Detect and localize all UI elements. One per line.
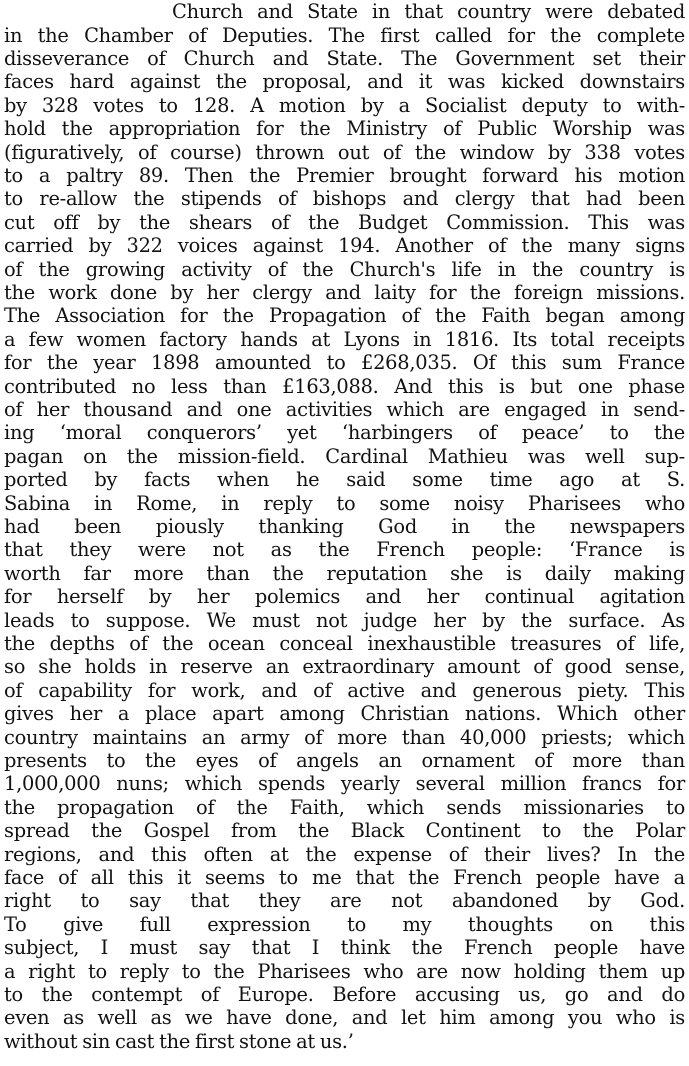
text-line: faces hard against the proposal, and it was kicked downstairs xyxy=(4,70,685,93)
text-line: disseverance of Church and State. The Government set their xyxy=(4,47,685,70)
text-line: The Association for the Propagation of the Faith began among xyxy=(4,304,685,327)
text-line: hold the appropriation for the Ministry of Public Worship was xyxy=(4,117,685,140)
text-line: for the year 1898 amounted to £268,035. Of this sum France xyxy=(4,351,685,374)
text-line: country maintains an army of more than 40,000 priests; which xyxy=(4,726,685,749)
text-line: of the growing activity of the Church's life in the country is xyxy=(4,258,685,281)
text-line: subject, I must say that I think the French people have xyxy=(4,936,685,959)
text-line: to re-allow the stipends of bishops and clergy that had been xyxy=(4,187,685,210)
text-line: cut off by the shears of the Budget Commission. This was xyxy=(4,211,685,234)
text-line: of capability for work, and of active and generous piety. This xyxy=(4,679,685,702)
text-line: so she holds in reserve an extraordinary amount of good sense, xyxy=(4,655,685,678)
text-line: pagan on the mission-field. Cardinal Mathieu was well sup- xyxy=(4,445,685,468)
text-line: Church and State in that country were debated xyxy=(172,0,685,23)
text-line: the depths of the ocean conceal inexhaustible treasures of life, xyxy=(4,632,685,655)
text-line: even as well as we have done, and let him among you who is xyxy=(4,1006,685,1029)
text-line: gives her a place apart among Christian nations. Which other xyxy=(4,702,685,725)
document-page xyxy=(4,0,685,1066)
text-line: presents to the eyes of angels an ornament of more than xyxy=(4,749,685,772)
text-line: that they were not as the French people: ‘France is xyxy=(4,538,685,561)
text-line: for herself by her polemics and her continual agitation xyxy=(4,585,685,608)
text-line: right to say that they are not abandoned by God. xyxy=(4,889,685,912)
text-line: in the Chamber of Deputies. The first called for the complete xyxy=(4,24,685,47)
text-line: the propagation of the Faith, which sends missionaries to xyxy=(4,796,685,819)
text-line: spread the Gospel from the Black Continent to the Polar xyxy=(4,819,685,842)
text-line: worth far more than the reputation she is daily making xyxy=(4,562,685,585)
text-line: of her thousand and one activities which are engaged in send- xyxy=(4,398,685,421)
text-line: (figuratively, of course) thrown out of the window by 338 votes xyxy=(4,141,685,164)
text-line: To give full expression to my thoughts on this xyxy=(4,913,685,936)
text-line: ported by facts when he said some time ago at S. xyxy=(4,468,685,491)
text-line: face of all this it seems to me that the French people have a xyxy=(4,866,685,889)
text-line: leads to suppose. We must not judge her by the surface. As xyxy=(4,609,685,632)
text-line: to the contempt of Europe. Before accusing us, go and do xyxy=(4,983,685,1006)
text-line: without sin cast the first stone at us.’ xyxy=(4,1030,354,1053)
text-line: a right to reply to the Pharisees who are now holding them up xyxy=(4,960,685,983)
text-line: the work done by her clergy and laity for the foreign missions. xyxy=(4,281,685,304)
text-line: a few women factory hands at Lyons in 1816. Its total receipts xyxy=(4,328,685,351)
text-line: by 328 votes to 128. A motion by a Socialist deputy to with- xyxy=(4,94,685,117)
text-line: 1,000,000 nuns; which spends yearly several million francs for xyxy=(4,772,685,795)
text-line: had been piously thanking God in the newspapers xyxy=(4,515,685,538)
text-line: regions, and this often at the expense of their lives? In the xyxy=(4,843,685,866)
text-line: Sabina in Rome, in reply to some noisy Pharisees who xyxy=(4,492,685,515)
text-line: contributed no less than £163,088. And this is but one phase xyxy=(4,375,685,398)
text-line: carried by 322 voices against 194. Another of the many signs xyxy=(4,234,685,257)
text-line: ing ‘moral conquerors’ yet ‘harbingers of peace’ to the xyxy=(4,421,685,444)
text-line: to a paltry 89. Then the Premier brought forward his motion xyxy=(4,164,685,187)
